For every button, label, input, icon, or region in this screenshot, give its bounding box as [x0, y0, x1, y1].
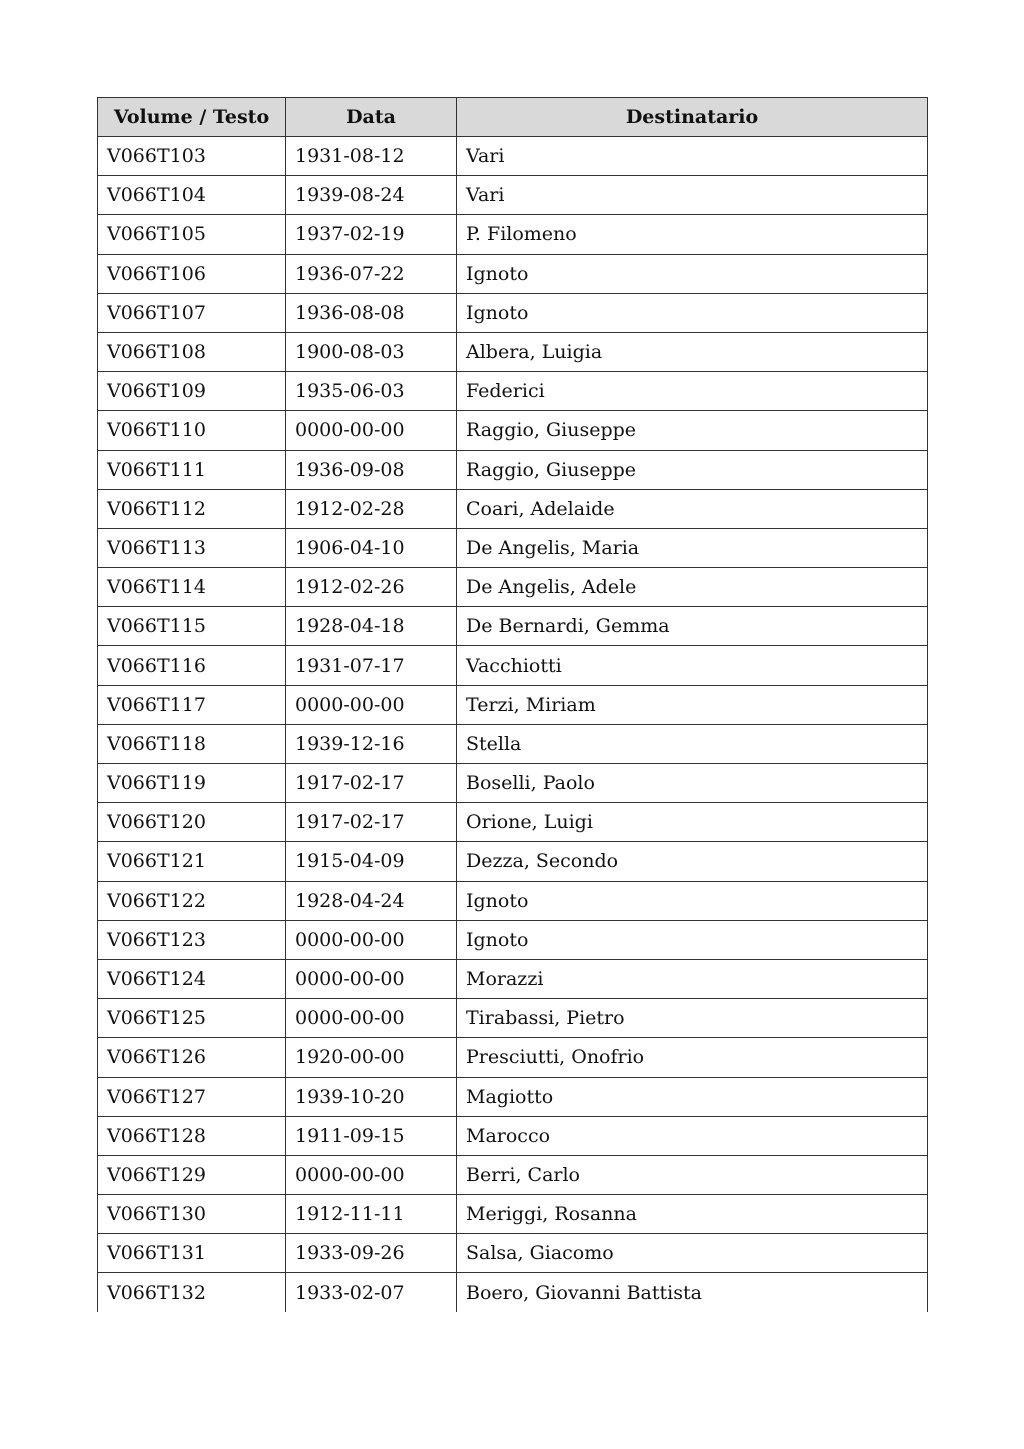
cell-destinatario: Vari	[457, 176, 928, 215]
cell-data: 1900-08-03	[286, 332, 457, 371]
table-row	[98, 1077, 928, 1116]
table-row	[98, 607, 928, 646]
table-row	[98, 137, 928, 176]
table-row	[98, 881, 928, 920]
cell-volume-testo: V066T119	[98, 764, 286, 803]
cell-destinatario: Berri, Carlo	[457, 1155, 928, 1194]
cell-data: 1933-02-07	[286, 1273, 457, 1312]
cell-data: 1937-02-19	[286, 215, 457, 254]
cell-volume-testo: V066T112	[98, 489, 286, 528]
cell-data: 1931-07-17	[286, 646, 457, 685]
table-row	[98, 332, 928, 371]
header-data: Data	[286, 98, 457, 137]
cell-destinatario: Ignoto	[457, 293, 928, 332]
cell-destinatario: Ignoto	[457, 920, 928, 959]
cell-destinatario: Presciutti, Onofrio	[457, 1038, 928, 1077]
cell-destinatario: Orione, Luigi	[457, 803, 928, 842]
cell-destinatario: Vari	[457, 137, 928, 176]
cell-data: 1939-12-16	[286, 724, 457, 763]
cell-destinatario: Raggio, Giuseppe	[457, 450, 928, 489]
table-row	[98, 842, 928, 881]
cell-data: 1928-04-24	[286, 881, 457, 920]
cell-data: 0000-00-00	[286, 685, 457, 724]
cell-data: 0000-00-00	[286, 920, 457, 959]
cell-destinatario: P. Filomeno	[457, 215, 928, 254]
cell-volume-testo: V066T114	[98, 568, 286, 607]
cell-destinatario: Morazzi	[457, 959, 928, 998]
table-row	[98, 450, 928, 489]
cell-destinatario: Stella	[457, 724, 928, 763]
cell-volume-testo: V066T124	[98, 959, 286, 998]
cell-data: 1939-10-20	[286, 1077, 457, 1116]
cell-volume-testo: V066T123	[98, 920, 286, 959]
cell-volume-testo: V066T131	[98, 1234, 286, 1273]
table-row	[98, 215, 928, 254]
table-header-row	[98, 98, 928, 137]
table-row	[98, 724, 928, 763]
table-row	[98, 293, 928, 332]
table-row	[98, 685, 928, 724]
cell-volume-testo: V066T110	[98, 411, 286, 450]
cell-destinatario: De Angelis, Maria	[457, 528, 928, 567]
cell-destinatario: Marocco	[457, 1116, 928, 1155]
table-row	[98, 1234, 928, 1273]
cell-destinatario: Ignoto	[457, 881, 928, 920]
cell-destinatario: Tirabassi, Pietro	[457, 999, 928, 1038]
cell-volume-testo: V066T121	[98, 842, 286, 881]
cell-data: 1917-02-17	[286, 803, 457, 842]
cell-volume-testo: V066T116	[98, 646, 286, 685]
cell-destinatario: Raggio, Giuseppe	[457, 411, 928, 450]
cell-data: 0000-00-00	[286, 411, 457, 450]
cell-volume-testo: V066T113	[98, 528, 286, 567]
cell-data: 1939-08-24	[286, 176, 457, 215]
cell-destinatario: Albera, Luigia	[457, 332, 928, 371]
cell-destinatario: Dezza, Secondo	[457, 842, 928, 881]
cell-volume-testo: V066T115	[98, 607, 286, 646]
cell-data: 1928-04-18	[286, 607, 457, 646]
cell-volume-testo: V066T130	[98, 1195, 286, 1234]
cell-destinatario: De Bernardi, Gemma	[457, 607, 928, 646]
cell-volume-testo: V066T120	[98, 803, 286, 842]
cell-data: 0000-00-00	[286, 999, 457, 1038]
cell-destinatario: Salsa, Giacomo	[457, 1234, 928, 1273]
cell-data: 1936-07-22	[286, 254, 457, 293]
table-row	[98, 1273, 928, 1312]
cell-destinatario: Boselli, Paolo	[457, 764, 928, 803]
letters-table	[97, 97, 928, 1312]
cell-destinatario: Federici	[457, 372, 928, 411]
cell-data: 1912-02-28	[286, 489, 457, 528]
cell-data: 1920-00-00	[286, 1038, 457, 1077]
cell-data: 1912-02-26	[286, 568, 457, 607]
cell-volume-testo: V066T125	[98, 999, 286, 1038]
cell-data: 1917-02-17	[286, 764, 457, 803]
cell-data: 1935-06-03	[286, 372, 457, 411]
cell-destinatario: Terzi, Miriam	[457, 685, 928, 724]
cell-data: 1931-08-12	[286, 137, 457, 176]
table-row	[98, 920, 928, 959]
cell-data: 0000-00-00	[286, 1155, 457, 1194]
cell-volume-testo: V066T126	[98, 1038, 286, 1077]
cell-volume-testo: V066T104	[98, 176, 286, 215]
table-row	[98, 1116, 928, 1155]
cell-data: 1936-09-08	[286, 450, 457, 489]
table-row	[98, 568, 928, 607]
table-row	[98, 254, 928, 293]
table-body	[98, 137, 928, 1313]
cell-destinatario: Ignoto	[457, 254, 928, 293]
cell-volume-testo: V066T129	[98, 1155, 286, 1194]
cell-volume-testo: V066T118	[98, 724, 286, 763]
cell-volume-testo: V066T127	[98, 1077, 286, 1116]
table-row	[98, 1038, 928, 1077]
table-row	[98, 1195, 928, 1234]
cell-data: 1933-09-26	[286, 1234, 457, 1273]
table-row	[98, 528, 928, 567]
table-row	[98, 176, 928, 215]
cell-data: 1936-08-08	[286, 293, 457, 332]
table-row	[98, 411, 928, 450]
cell-volume-testo: V066T117	[98, 685, 286, 724]
cell-volume-testo: V066T103	[98, 137, 286, 176]
cell-volume-testo: V066T109	[98, 372, 286, 411]
header-destinatario: Destinatario	[457, 98, 928, 137]
table-row	[98, 999, 928, 1038]
table-row	[98, 646, 928, 685]
table-row	[98, 803, 928, 842]
cell-volume-testo: V066T128	[98, 1116, 286, 1155]
table-row	[98, 489, 928, 528]
cell-data: 1906-04-10	[286, 528, 457, 567]
table-row	[98, 1155, 928, 1194]
cell-destinatario: Vacchiotti	[457, 646, 928, 685]
table-row	[98, 372, 928, 411]
cell-volume-testo: V066T105	[98, 215, 286, 254]
cell-data: 1911-09-15	[286, 1116, 457, 1155]
cell-volume-testo: V066T106	[98, 254, 286, 293]
cell-destinatario: Boero, Giovanni Battista	[457, 1273, 928, 1312]
header-volume-testo: Volume / Testo	[98, 98, 286, 137]
cell-volume-testo: V066T111	[98, 450, 286, 489]
table-row	[98, 959, 928, 998]
cell-data: 0000-00-00	[286, 959, 457, 998]
cell-destinatario: Magiotto	[457, 1077, 928, 1116]
cell-destinatario: De Angelis, Adele	[457, 568, 928, 607]
cell-volume-testo: V066T108	[98, 332, 286, 371]
cell-destinatario: Meriggi, Rosanna	[457, 1195, 928, 1234]
cell-data: 1912-11-11	[286, 1195, 457, 1234]
table-row	[98, 764, 928, 803]
cell-destinatario: Coari, Adelaide	[457, 489, 928, 528]
cell-volume-testo: V066T107	[98, 293, 286, 332]
cell-volume-testo: V066T132	[98, 1273, 286, 1312]
cell-volume-testo: V066T122	[98, 881, 286, 920]
cell-data: 1915-04-09	[286, 842, 457, 881]
